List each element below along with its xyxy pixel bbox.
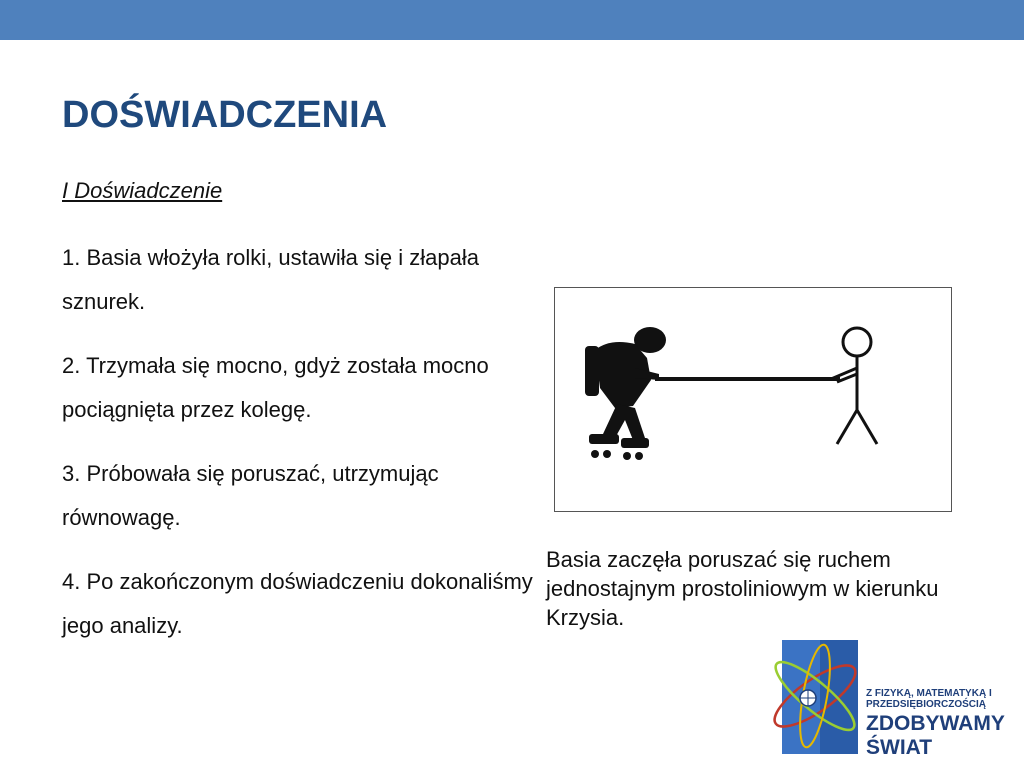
- project-logo: [770, 622, 1024, 768]
- top-accent-bar: [0, 0, 1024, 40]
- slide-title: DOŚWIADCZENIA: [62, 94, 388, 136]
- stick-figure: [831, 328, 877, 444]
- logo-tagline: Z FIZYKĄ, MATEMATYKĄ I PRZEDSIĘBIORCZOŚCIĄ: [866, 688, 992, 710]
- experiment-subheading: I Doświadczenie: [62, 178, 223, 203]
- step-item: 4. Po zakończonym doświadczeniu dokonaliśmy jego analizy.: [62, 569, 533, 638]
- step-item: 3. Próbowała się poruszać, utrzymując równowagę.: [62, 461, 439, 530]
- illustration-caption: Basia zaczęła poruszać się ruchem jednostajnym prostoliniowym w kierunku Krzysia.: [546, 547, 939, 630]
- step-item: 1. Basia włożyła rolki, ustawiła się i złapała sznurek.: [62, 245, 479, 314]
- step-item: 2. Trzymała się mocno, gdyż została mocno pociągnięta przez kolegę.: [62, 353, 489, 422]
- skater-figure: [585, 327, 666, 460]
- logo-name: ZDOBYWAMY ŚWIAT: [866, 712, 1005, 759]
- steps-list: [62, 236, 542, 668]
- experiment-illustration: [554, 287, 952, 512]
